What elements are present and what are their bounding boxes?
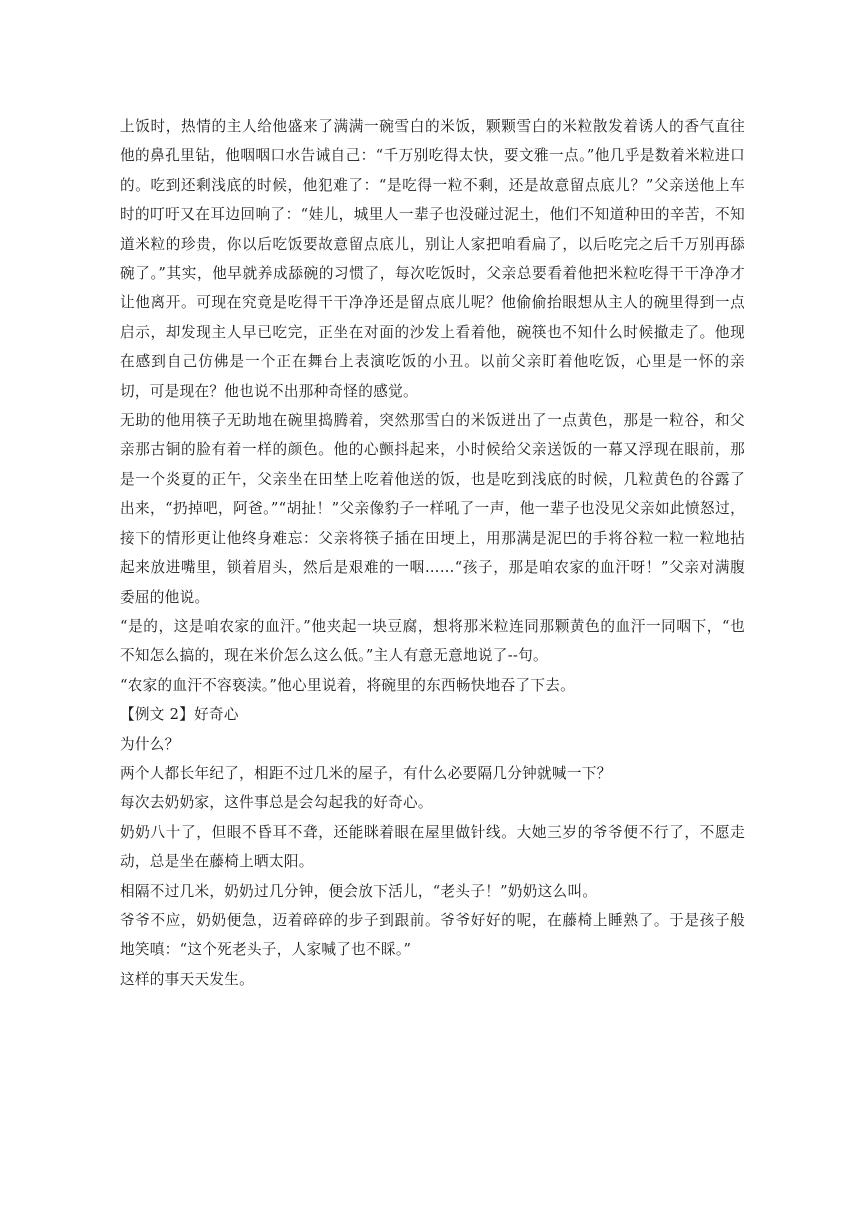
document-body (120, 112, 745, 994)
paragraph-every-day: 这样的事天天发生。 (120, 970, 255, 988)
paragraph-grandpa-asleep: 爷爷不应，奶奶便急，迈着碎碎的步子到跟前。爷爷好好的呢，在藤椅上睡熟了。于是孩子般地笑嗔：“这个死老头子，人家喊了也不睬。” (120, 911, 745, 959)
paragraph-why: 为什么？ (120, 735, 180, 753)
example-2-heading: 【例文 2】好奇心 (120, 706, 239, 724)
paragraph-grandma: 奶奶八十了，但眼不昏耳不聋，还能眯着眼在屋里做针线。大她三岁的爷爷便不行了，不愿走动，总是坐在藤椅上晒太阳。 (120, 823, 745, 871)
paragraph-two-elders: 两个人都长年纪了，相距不过几米的屋子，有什么必要隔几分钟就喊一下？ (120, 764, 612, 782)
paragraph-calling: 相隔不过几米，奶奶过几分钟，便会放下活儿，“老头子！”奶奶这么叫。 (120, 882, 598, 900)
paragraph-swallow: “农家的血汗不容亵渎。”他心里说着，将碗里的东西畅快地吞了下去。 (120, 676, 576, 694)
paragraph-curiosity: 每次去奶奶家，这件事总是会勾起我的好奇心。 (120, 794, 433, 812)
paragraph-farmers-sweat: “是的，这是咱农家的血汗。”他夹起一块豆腐，想将那米粒连同那颗黄色的血汗一同咽下，“也不知怎么搞的，现在米价怎么这么低。”主人有意无意地说了--句。 (120, 617, 745, 665)
paragraph-meal-story: 上饭时，热情的主人给他盛来了满满一碗雪白的米饭，颗颗雪白的米粒散发着诱人的香气直往他的鼻孔里钻，他咽咽口水告诫自己：“千万别吃得太快，要文雅一点。”他几乎是数着米粒进口的。吃到还剩浅底的时候，他犯难了：“是吃得一粒不剩，还是故意留点底儿？”父亲送他上车时的叮吁又在耳边回响了：“娃儿，城里人一辈子也没碰过泥土，他们不知道种田的辛苦，不知道米粒的珍贵，你以后吃饭要故意留点底儿，别让人家把咱看扁了，以后吃完之后千万别再舔碗了。”其实，他早就养成舔碗的习惯了，每次吃饭时，父亲总要看着他把米粒吃得干干净净才让他离开。可现在究竟是吃得干干净净还是留点底儿呢？他偷偷抬眼想从主人的碗里得到一点启示，却发现主人早已吃完，正坐在对面的沙发上看着他，碗筷也不知什么时候撤走了。他现在感到自己仿佛是一个正在舞台上表演吃饭的小丑。以前父亲盯着他吃饭，心里是一怀的亲切，可是现在？他也说不出那种奇怪的感觉。 (120, 118, 745, 400)
paragraph-rice-grain-memory: 无助的他用筷子无助地在碗里捣腾着，突然那雪白的米饭迸出了一点黄色，那是一粒谷，和父亲那古铜的脸有着一样的颜色。他的心颤抖起来，小时候给父亲送饭的一幕又浮现在眼前，那是一个炎夏的正午，父亲坐在田埜上吃着他送的饭，也是吃到浅底的时候，几粒黄色的谷露了出来，“扔掉吧，阿爸。”“胡扯！”父亲像豹子一样吼了一声，他一辈子也没见父亲如此愤怒过，接下的情形更让他终身难忘：父亲将筷子插在田埂上，用那满是泥巴的手将谷粒一粒一粒地拈起来放进嘴里，锁着眉头，然后是艰难的一咽……“孩子，那是咱农家的血汗呀！”父亲对满腹委屈的他说。 (120, 412, 745, 606)
